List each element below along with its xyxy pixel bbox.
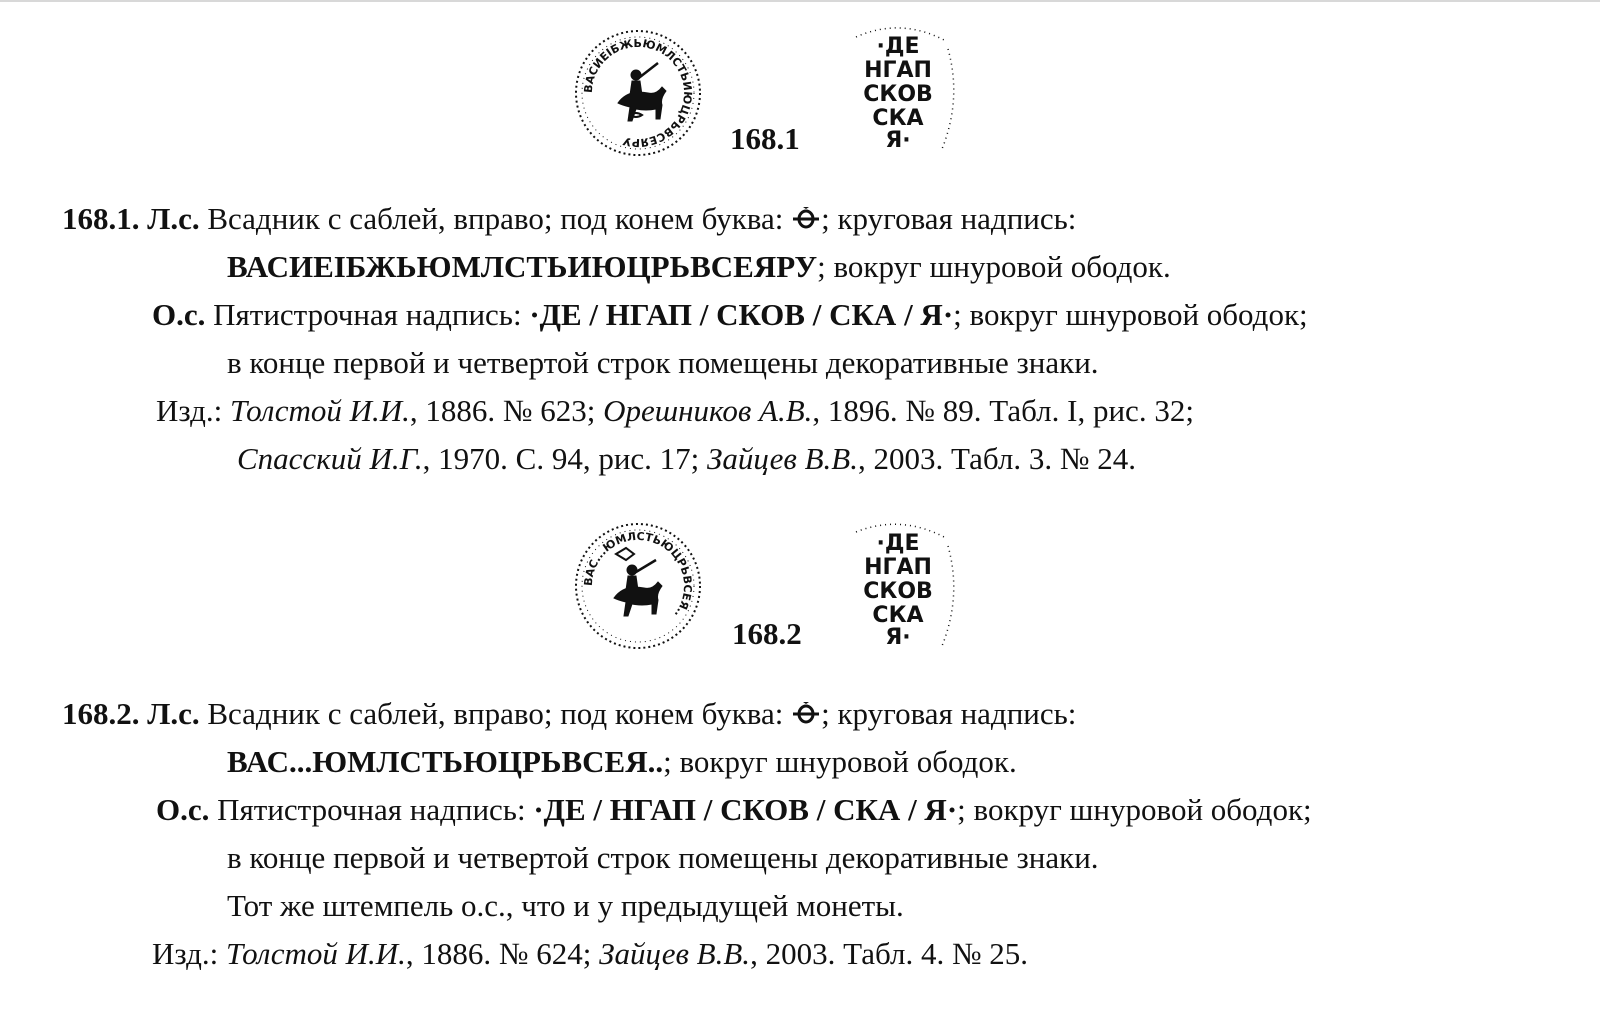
coin-obverse-image [568,516,708,656]
obverse-text: Всадник с саблей, вправо; под конем буква: [207,201,784,236]
coin-obverse-image [568,23,708,163]
publications-label: Изд.: [152,936,219,971]
fita-letter-icon [791,207,821,231]
coin-number-label: 168.1 [730,121,800,156]
svg-text:ВАС...ЮМЛСТЬЮЦРЬВСЕЯ.. [582,530,694,620]
reverse-inscription: ·ДЕ / НГАП / СКОВ / СКА / Я· [529,297,954,332]
publications-line-2 [237,435,1136,483]
entry-number: 168.2. [62,696,140,731]
obverse-description-line [62,195,1076,243]
publication-ref: , 1886. № 624; [405,936,600,971]
reverse-text-suffix: ; вокруг шнуровой ободок; [953,297,1308,332]
coin-reverse-line-4: СКА [872,106,924,131]
coin-reverse-line-1: ·ДЕ [876,34,920,59]
reverse-description-line-2 [227,339,1099,387]
coin-obverse-drawing [568,23,708,163]
obverse-legend-line [227,738,1017,786]
coin-obverse-drawing [568,516,708,656]
publication-ref: , 1896. № 89. Табл. I, рис. 32; [812,393,1194,428]
fita-letter-icon [791,702,821,726]
obverse-label: Л.с. [147,696,200,731]
publication-ref: , 2003. Табл. 3. № 24. [858,441,1136,476]
publications-line-1 [152,930,1028,978]
publication-author: Толстой И.И. [225,936,406,971]
obverse-text-after-glyph: ; круговая надпись: [821,201,1077,236]
obverse-legend-suffix: ; вокруг шнуровой ободок. [663,744,1017,779]
obverse-description-line [62,690,1076,738]
obverse-legend-suffix: ; вокруг шнуровой ободок. [817,249,1171,284]
coin-reverse-line-2: НГАП [864,58,932,83]
reverse-label: О.с. [156,792,210,827]
coin-reverse-drawing [836,19,966,159]
publication-author: Зайцев В.В. [599,936,751,971]
reverse-description-line [156,786,1312,834]
reverse-inscription: ·ДЕ / НГАП / СКОВ / СКА / Я· [533,792,958,827]
obverse-label: Л.с. [147,201,200,236]
coin-figure-168-1 [0,15,1600,165]
horseman-icon [614,548,662,616]
reverse-text-line-2: в конце первой и четвертой строк помещены декоративные знаки. [227,840,1099,875]
reverse-description-line-2 [227,834,1099,882]
coin-obverse-ring-legend: ВАСИЕIБЖЬЮМЛСТЬИЮЦРЬВСЕЯРУ [581,36,695,150]
obverse-text-after-glyph: ; круговая надпись: [821,696,1077,731]
page-top-border [0,0,1600,2]
coin-reverse-drawing [836,516,966,656]
coin-reverse-line-1: ·ДЕ [876,531,920,556]
obverse-text: Всадник с саблей, вправо; под конем буква: [207,696,784,731]
coin-reverse-line-2: НГАП [864,555,932,580]
publication-ref: , 2003. Табл. 4. № 25. [750,936,1029,971]
obverse-legend: ВАСИЕIБЖЬЮМЛСТЬИЮЦРЬВСЕЯРУ [227,249,818,284]
publication-ref: , 1970. С. 94, рис. 17; [422,441,708,476]
coin-reverse-image [836,19,966,159]
publication-author: Орешников А.В. [603,393,813,428]
reverse-text: Пятистрочная надпись: [217,792,526,827]
entry-number: 168.1. [62,201,140,236]
coin-reverse-line-5: Я· [885,128,911,153]
publication-ref: , 1886. № 623; [409,393,604,428]
reverse-text-suffix: ; вокруг шнуровой ободок; [957,792,1312,827]
reverse-text-line-2: в конце первой и четвертой строк помещены декоративные знаки. [227,345,1099,380]
reverse-label: О.с. [152,297,206,332]
coin-reverse-line-3: СКОВ [863,579,933,604]
coin-figure-168-2 [0,510,1600,660]
coin-reverse-image [836,516,966,656]
die-note-line [227,882,904,930]
coin-reverse-line-4: СКА [872,603,924,628]
coin-reverse-line-5: Я· [885,625,911,650]
die-note: Тот же штемпель о.с., что и у предыдущей монеты. [227,888,904,923]
reverse-description-line [152,291,1308,339]
coin-obverse-ring-legend: ВАС...ЮМЛСТЬЮЦРЬВСЕЯ.. [581,529,695,621]
obverse-legend: ВАС...ЮМЛСТЬЮЦРЬВСЕЯ.. [227,744,664,779]
obverse-legend-line [227,243,1171,291]
horseman-icon [618,63,666,121]
coin-reverse-line-3: СКОВ [863,82,933,107]
publications-label: Изд.: [156,393,223,428]
reverse-text: Пятистрочная надпись: [213,297,522,332]
publication-author: Толстой И.И. [229,393,410,428]
publications-line-1 [156,387,1194,435]
coin-number-label: 168.2 [732,616,802,651]
publication-author: Зайцев В.В. [707,441,858,476]
publication-author: Спасский И.Г. [237,441,423,476]
